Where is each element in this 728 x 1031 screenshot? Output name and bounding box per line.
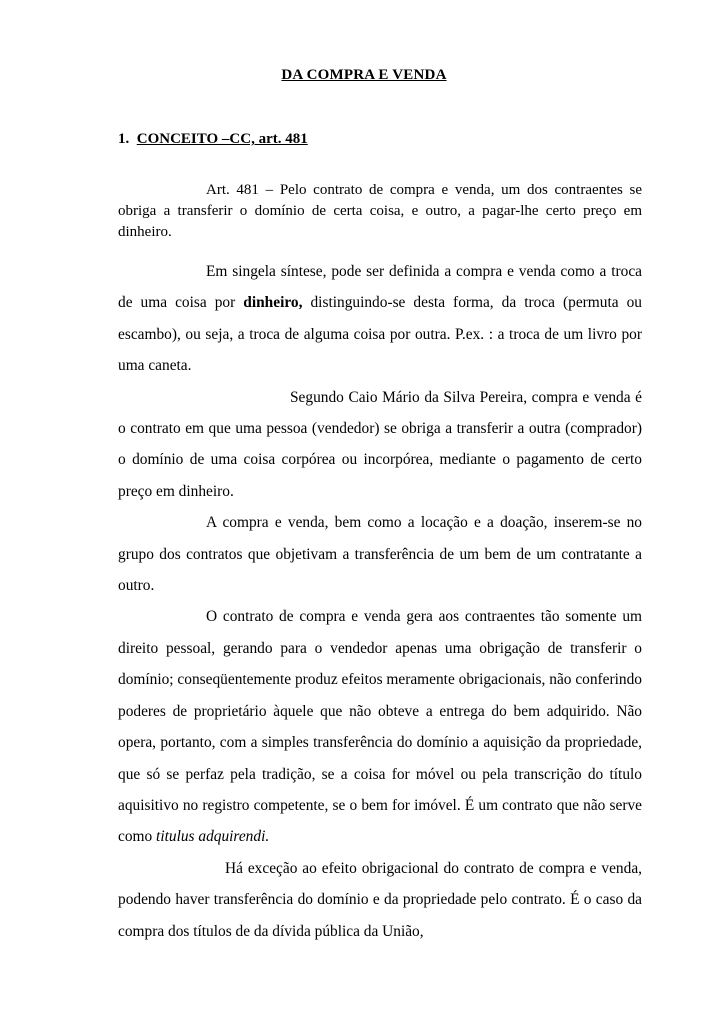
paragraph-effects: [118, 601, 642, 852]
article-quote: Art. 481 – Pelo contrato de compra e venda, um dos contraentes se obriga a transferir o domínio de certa coisa, e outro, a pagar-lhe certo preço em dinheiro.: [118, 182, 642, 240]
paragraph-exception: Há exceção ao efeito obrigacional do contrato de compra e venda, podendo haver transferência do domínio e da propriedade pelo contrato. É o caso da compra dos títulos de da dívida pública da União,: [118, 859, 642, 940]
paragraph-text: distinguindo-se desta forma, da troca (permuta ou escambo), ou seja, a troca de alguma coisa por outra. P.ex. : a troca de um livro por uma caneta.: [118, 294, 642, 375]
paragraph-group: A compra e venda, bem como a locação e a doação, inserem-se no grupo dos contratos que objetivam a transferência de um bem de um contratante a outro.: [118, 514, 642, 595]
section-heading-text: CONCEITO –CC, art. 481: [136, 131, 308, 147]
paragraph-definition: [118, 256, 642, 382]
paragraph-text: Em singela síntese, pode ser definida a compra e venda como a troca de uma coisa por: [118, 263, 642, 312]
italic-term: titulus adquirendi.: [156, 828, 270, 846]
document-title: DA COMPRA E VENDA: [281, 67, 447, 83]
paragraph-citation: Segundo Caio Mário da Silva Pereira, compra e venda é o contrato em que uma pessoa (vendedor) se obriga a transferir a outra (comprador) o domínio de uma coisa corpórea ou incorpórea, mediante o pagamento de certo preço em dinheiro.: [118, 388, 642, 500]
section-heading: [118, 131, 308, 148]
document-body: [118, 256, 642, 947]
bold-term: dinheiro,: [243, 294, 303, 312]
paragraph-text: O contrato de compra e venda gera aos contraentes tão somente um direito pessoal, gerando para o vendedor apenas uma obrigação de transferir o domínio; conseqüentemente produz efeitos meramente obrigacionais, não conferindo poderes de proprietário àquele que não obteve a entrega do bem adquirido. Não opera, portanto, com a simples transferência do domínio a aquisição da propriedade, que só se perfaz pela tradição, se a coisa for móvel ou pela transcrição do título aquisitivo no registro competente, se o bem for imóvel. É um contrato que não serve como: [118, 608, 642, 846]
section-number: 1.: [118, 131, 130, 147]
